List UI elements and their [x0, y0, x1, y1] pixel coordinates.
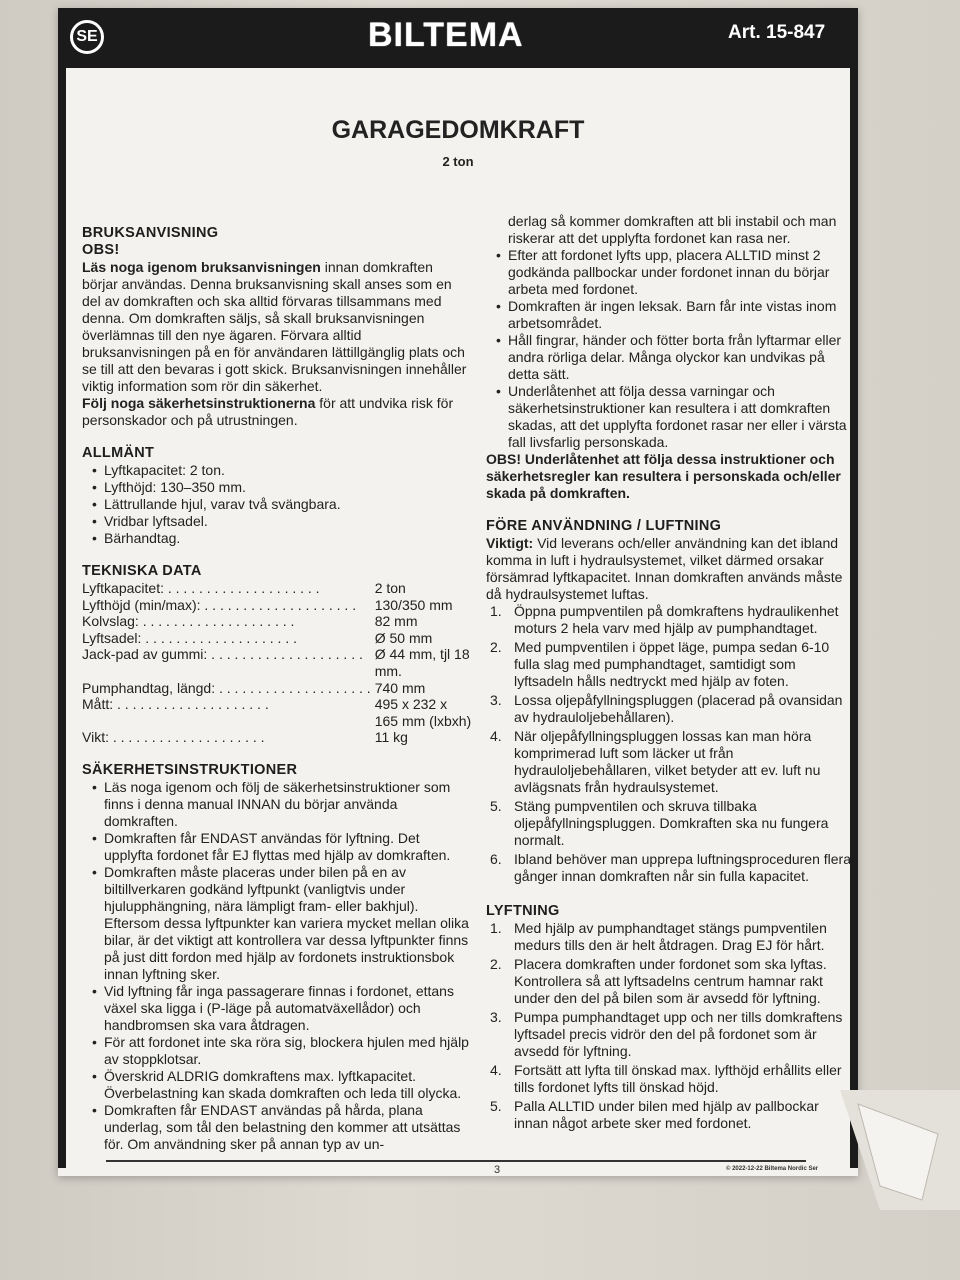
table-row	[82, 646, 472, 679]
step-text: Ibland behöver man upprepa luftningsproceduren flera gånger innan domkraften når sin fulla kapacitet.	[514, 851, 852, 884]
list-item	[490, 1062, 856, 1096]
table-row	[82, 696, 472, 729]
table-row	[82, 729, 472, 746]
page-number: 3	[494, 1164, 501, 1176]
left-column	[82, 225, 472, 1153]
table-row	[82, 613, 472, 630]
spec-value: Ø 44 mm, tjl 18 mm.	[374, 646, 470, 679]
table-row	[82, 597, 472, 614]
intro-bold: Läs noga igenom bruksanvisningen	[82, 259, 321, 275]
spec-key: Mått: . . .	[82, 696, 371, 729]
fore-heading: FÖRE ANVÄNDNING / LUFTNING	[486, 518, 722, 534]
list-item: • Underlåtenhet att följa dessa varningar och säkerhetsinstruktioner kan resultera i att domkraften skadas, att det upplyfta fordonet rasar ner eller i värsta fall livsfarlig personskada.	[508, 383, 856, 451]
step-text: Placera domkraften under fordonet som ska lyftas. Kontrollera så att lyftsadelns centrum hamnar rakt under den del på bilen som är avsedd för lyftning.	[514, 956, 827, 1006]
language-badge: SE	[70, 20, 104, 54]
footer-divider	[106, 1160, 806, 1162]
list-item	[490, 692, 856, 726]
viktigt-text: Vid leverans och/eller användning kan det ibland komma in luft i hydraulsystemet, vilket därmed orsakar försämrad lyftkapacitet. Innan domkraften används måste då hydraulsystemet luftas.	[486, 535, 843, 602]
page-subtitle: 2 ton	[442, 154, 474, 169]
allmant-list	[82, 462, 472, 547]
step-number: 1.	[490, 603, 502, 619]
warnings-list	[486, 247, 856, 451]
sakerhet-heading: SÄKERHETSINSTRUKTIONER	[82, 761, 298, 778]
obs-label: OBS!	[82, 242, 120, 258]
spec-value: Ø 50 mm	[374, 629, 433, 646]
viktigt-paragraph	[486, 535, 856, 603]
step-number: 6.	[490, 851, 502, 867]
spec-table	[82, 580, 472, 746]
intro-text: innan domkraften börjar användas. Denna bruksanvisning skall anses som en del av domkraften och ska alltid förvaras tillsammans med denna. Om domkraften säljs, så skall bruksanvisningen överlämnas till den nye ägaren. Förvara alltid bruksanvisningen på en för användaren lättillgänglig plats och se till att den bevaras i gott skick. Bruksanvisningen innehåller viktig information som rör din säkerhet.	[82, 259, 467, 394]
spec-value: 495 x 232 x 165 mm (lxbxh)	[374, 696, 472, 729]
step-number: 3.	[490, 1009, 502, 1025]
step-number: 4.	[490, 1062, 502, 1078]
allmant-heading: ALLMÄNT	[82, 445, 155, 461]
step-number: 4.	[490, 728, 502, 744]
step-text: Med pumpventilen i öppet läge, pumpa sedan 6-10 fulla slag med pumphandtaget, samtidigt som lyftsadeln hålls nedtryckt med hjälp av foten.	[514, 639, 830, 689]
viktigt-bold: Viktigt:	[486, 535, 534, 551]
list-item	[490, 728, 856, 796]
obs-warning: OBS! Underlåtenhet att följa dessa instruktioner och säkerhetsregler kan resultera i personskada och/eller skada på domkraften.	[486, 451, 841, 501]
brand-logo: BILTEMA	[368, 16, 524, 54]
list-item: • Lyfthöjd: 130–350 mm.	[104, 479, 472, 496]
spec-value: 740 mm	[374, 679, 426, 696]
page-header	[58, 8, 858, 68]
spec-key: Lyftsadel: . . .	[82, 630, 371, 647]
list-item: • Domkraften får ENDAST användas på hårda, plana underlag, som tål den belastning den kommer att utsättas för. Om användning sker på annan typ av un-	[104, 1102, 472, 1153]
list-item: • Vridbar lyftsadel.	[104, 513, 472, 530]
step-text: När oljepåfyllningspluggen lossas kan man höra komprimerad luft som läcker ut från hydrauloljebehållaren, vilket betyder att ev. luft nu avlägsnats från hydraulsystemet.	[514, 728, 821, 795]
step-text: Fortsätt att lyfta till önskad max. lyfthöjd erhållits eller tills fordonet lyfts till önskad höjd.	[514, 1062, 842, 1095]
step-text: Stäng pumpventilen och skruva tillbaka oljepåfyllningspluggen. Domkraften ska nu fungera normalt.	[514, 798, 829, 848]
list-item	[490, 1009, 856, 1060]
list-item: • Domkraften måste placeras under bilen på en av biltillverkaren godkänd lyftpunkt (vanligtvis under hjulupphängning, nära lämpligt fram- eller bakhjul). Eftersom dessa lyftpunkter kan variera mycket mellan olika bilar, är det viktigt att kontrollera var dessa lyftpunkter finns på just ditt fordon med hjälp av fordonets instruktionsbok innan lyftning sker.	[104, 864, 472, 983]
step-number: 2.	[490, 639, 502, 655]
list-item: • Lyftkapacitet: 2 ton.	[104, 462, 472, 479]
list-item	[490, 798, 856, 849]
spec-key: Pumphandtag, längd: . . .	[82, 680, 371, 697]
tekniska-heading: TEKNISKA DATA	[82, 563, 202, 579]
list-item	[490, 920, 856, 954]
list-item: • Vid lyftning får inga passagerare finnas i fordonet, ettans växel ska ligga i (P-läge på automatväxellådor) och handbromsen ska vara åtdragen.	[104, 983, 472, 1034]
list-item	[490, 639, 856, 690]
list-item	[490, 603, 856, 637]
step-number: 5.	[490, 1098, 502, 1114]
list-item: • Domkraften får ENDAST användas för lyftning. Det upplyfta fordonet får EJ flyttas med hjälp av domkraften.	[104, 830, 472, 864]
spec-key: Lyfthöjd (min/max): . . .	[82, 597, 371, 614]
follow-paragraph	[82, 395, 472, 429]
step-number: 1.	[490, 920, 502, 936]
sakerhet-list	[82, 779, 472, 1153]
follow-text: för att undvika risk för personskador och på utrustningen.	[82, 395, 454, 428]
list-item: • Efter att fordonet lyfts upp, placera ALLTID minst 2 godkända pallbockar under fordonet innan du börjar arbeta med fordonet.	[508, 247, 856, 298]
step-text: Lossa oljepåfyllningspluggen (placerad på ovansidan av hydrauloljebehållaren).	[514, 692, 843, 725]
list-item: • Lättrullande hjul, varav två svängbara.	[104, 496, 472, 513]
spec-value: 82 mm	[374, 613, 418, 630]
fore-steps	[486, 603, 856, 885]
spec-key: Jack-pad av gummi: . . .	[82, 646, 371, 679]
article-number: Art. 15-847	[728, 22, 826, 43]
list-item: • Håll fingrar, händer och fötter borta från lyftarmar eller andra rörliga delar. Många olyckor kan undvikas på detta sätt.	[508, 332, 856, 383]
list-item	[490, 851, 856, 885]
list-item	[490, 956, 856, 1007]
spec-value: 2 ton	[374, 580, 406, 596]
page-body	[58, 68, 858, 1176]
table-row	[82, 630, 472, 647]
step-number: 2.	[490, 956, 502, 972]
page-title: GARAGEDOMKRAFT	[331, 116, 585, 144]
table-row	[82, 580, 472, 597]
list-item: • Domkraften är ingen leksak. Barn får inte vistas inom arbetsområdet.	[508, 298, 856, 332]
list-item: • För att fordonet inte ska röra sig, blockera hjulen med hjälp av stoppklotsar.	[104, 1034, 472, 1068]
spec-value: 11 kg	[374, 729, 408, 746]
intro-paragraph	[82, 259, 472, 395]
list-item: • Läs noga igenom och följ de säkerhetsinstruktioner som finns i denna manual INNAN du börjar använda domkraften.	[104, 779, 472, 830]
step-text: Palla ALLTID under bilen med hjälp av pallbockar innan något arbete sker med fordonet.	[514, 1098, 819, 1131]
lyftning-steps	[486, 920, 856, 1132]
spec-value: 130/350 mm	[374, 596, 453, 613]
copyright-note: © 2022-12-22 Biltema Nordic Ser	[726, 1166, 819, 1172]
lyftning-heading: LYFTNING	[486, 903, 560, 919]
list-item: • Bärhandtag.	[104, 530, 472, 547]
page-curl-corner	[820, 1090, 960, 1210]
right-column	[486, 213, 856, 1134]
manual-page	[58, 8, 858, 1176]
step-number: 5.	[490, 798, 502, 814]
spec-key: Kolvslag: . . .	[82, 613, 371, 630]
spec-key: Vikt: . . .	[82, 729, 371, 746]
follow-bold: Följ noga säkerhetsinstruktionerna	[82, 395, 316, 411]
list-item: • Överskrid ALDRIG domkraftens max. lyftkapacitet. Överbelastning kan skada domkraften och leda till olycka.	[104, 1068, 472, 1102]
continuation-text: derlag så kommer domkraften att bli instabil och man riskerar att det upplyfta fordonet kan rasa ner.	[508, 213, 837, 246]
step-text: Öppna pumpventilen på domkraftens hydraulikenhet moturs 2 hela varv med hjälp av pumphandtaget.	[514, 603, 839, 636]
step-text: Pumpa pumphandtaget upp och ner tills domkraftens lyftsadel precis vidrör den del på fordonet som är avsedd för lyftning.	[514, 1009, 843, 1059]
step-number: 3.	[490, 692, 502, 708]
frame-border-left	[58, 68, 66, 1168]
list-item	[490, 1098, 856, 1132]
bruksanvisning-heading: BRUKSANVISNING	[82, 225, 219, 241]
table-row	[82, 680, 472, 697]
step-text: Med hjälp av pumphandtaget stängs pumpventilen medurs tills den är helt åtdragen. Drag EJ för hårt.	[514, 920, 827, 953]
spec-key: Lyftkapacitet: . . .	[82, 580, 371, 597]
